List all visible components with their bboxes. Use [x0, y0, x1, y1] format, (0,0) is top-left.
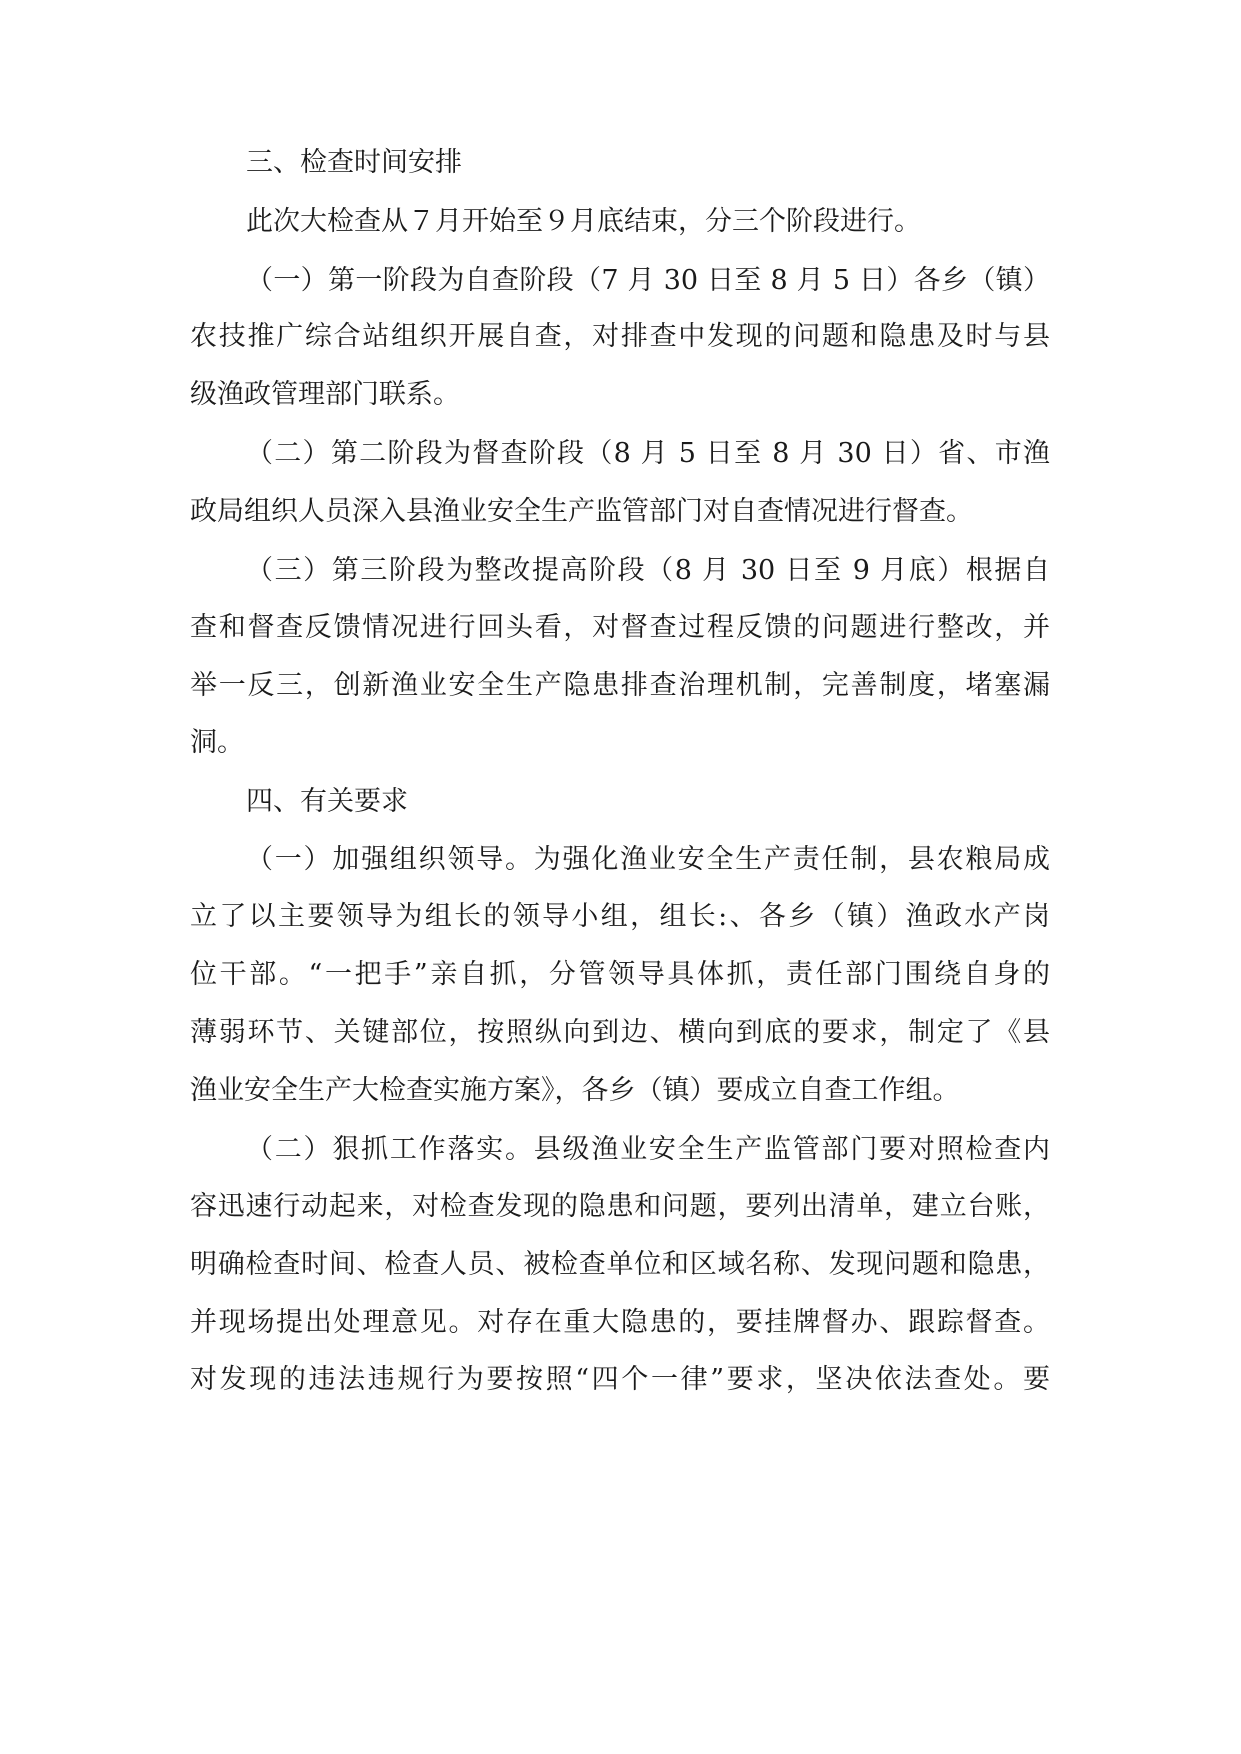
paragraph-line: （一）第一阶段为自查阶段（7 月 30 日至 8 月 5 日）各乡（镇）: [246, 265, 1050, 296]
paragraph-line: 薄弱环节、关键部位，按照纵向到边、横向到底的要求，制定了《县: [190, 1017, 1050, 1048]
paragraph-line: 渔业安全生产大检查实施方案》，各乡（镇）要成立自查工作组。: [190, 1075, 960, 1106]
paragraph-line: （三）第三阶段为整改提高阶段（8 月 30 日至 9 月底）根据自: [246, 555, 1050, 586]
paragraph-line: 查和督查反馈情况进行回头看，对督查过程反馈的问题进行整改，并: [190, 612, 1050, 643]
paragraph-line: 明确检查时间、检查人员、被检查单位和区域名称、发现问题和隐患，: [190, 1249, 1050, 1280]
section-heading-schedule: 三、检查时间安排: [246, 147, 462, 178]
paragraph-line: 立了以主要领导为组长的领导小组，组长:、各乡（镇）渔政水产岗: [190, 901, 1050, 932]
section-heading-requirements: 四、有关要求: [246, 786, 408, 817]
paragraph-line: 举一反三，创新渔业安全生产隐患排查治理机制，完善制度，堵塞漏: [190, 670, 1050, 701]
paragraph-line: 并现场提出处理意见。对存在重大隐患的，要挂牌督办、跟踪督查。: [190, 1307, 1050, 1338]
paragraph-line: 级渔政管理部门联系。: [190, 379, 460, 410]
paragraph-line: 政局组织人员深入县渔业安全生产监管部门对自查情况进行督查。: [190, 496, 973, 527]
paragraph-line: 容迅速行动起来，对检查发现的隐患和问题，要列出清单，建立台账，: [190, 1191, 1050, 1222]
paragraph-line: 洞。: [190, 727, 244, 758]
paragraph-line: （二）狠抓工作落实。县级渔业安全生产监管部门要对照检查内: [246, 1134, 1050, 1165]
paragraph-line: 农技推广综合站组织开展自查，对排查中发现的问题和隐患及时与县: [190, 321, 1050, 352]
paragraph-line: 对发现的违法违规行为要按照“四个一律”要求，坚决依法查处。要: [190, 1364, 1050, 1395]
paragraph-line: （二）第二阶段为督查阶段（8 月 5 日至 8 月 30 日）省、市渔: [246, 438, 1050, 469]
paragraph-line: 此次大检查从７月开始至９月底结束，分三个阶段进行。: [246, 206, 921, 237]
paragraph-line: （一）加强组织领导。为强化渔业安全生产责任制，县农粮局成: [246, 844, 1050, 875]
paragraph-line: 位干部。“一把手”亲自抓，分管领导具体抓，责任部门围绕自身的: [190, 959, 1050, 990]
